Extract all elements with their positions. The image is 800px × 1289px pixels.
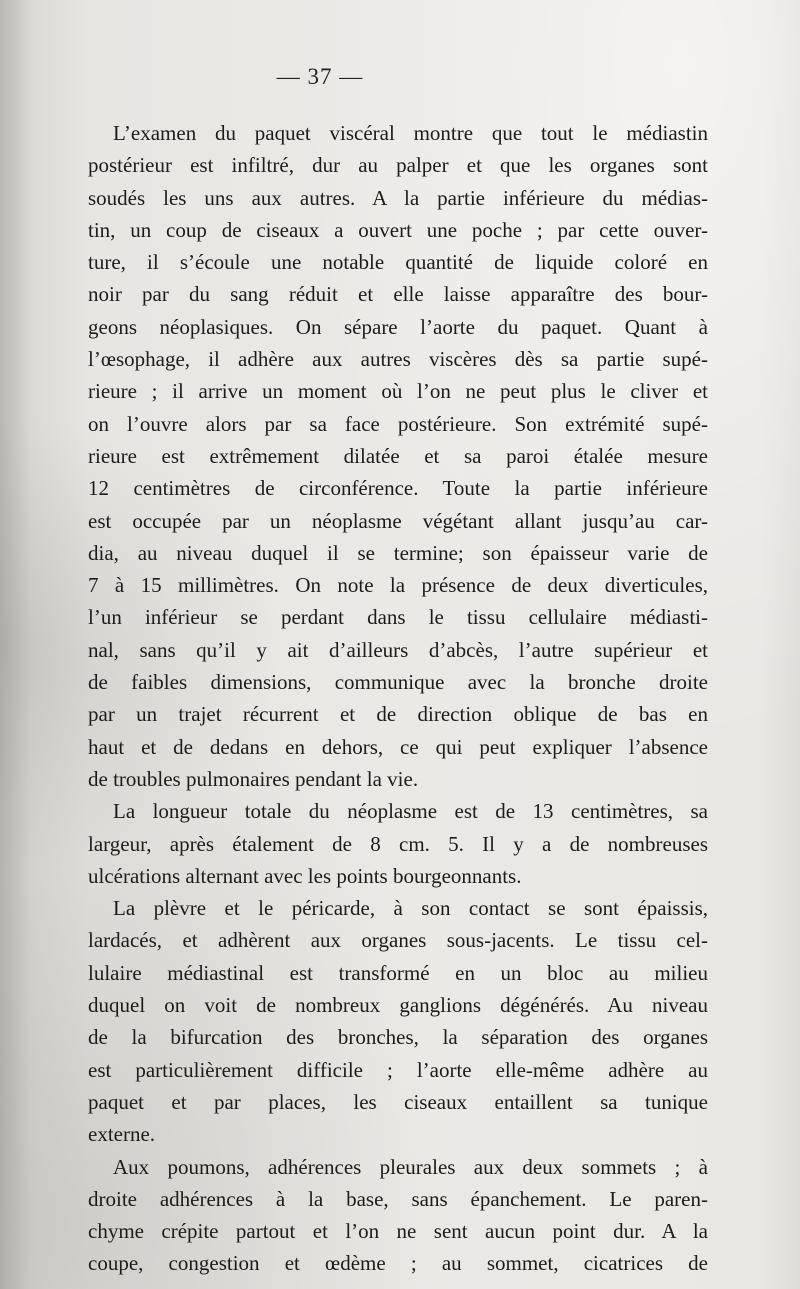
text-line: tin, un coup de ciseaux a ouvert une poche ; par cette ouver- <box>88 217 708 242</box>
binding-shadow <box>0 0 30 1289</box>
text-line: 7 à 15 millimètres. On note la présence de deux diverticules, <box>88 573 708 598</box>
text-line: La longueur totale du néoplasme est de 13 centimètres, sa <box>113 799 708 824</box>
text-line: externe. <box>88 1122 156 1147</box>
text-line: noir par du sang réduit et elle laisse apparaître des bour- <box>88 282 708 307</box>
text-line: ture, il s’écoule une notable quantité de liquide coloré en <box>88 250 708 275</box>
text-line: de troubles pulmonaires pendant la vie. <box>88 766 419 791</box>
text-line: par un trajet récurrent et de direction oblique de bas en <box>88 702 708 727</box>
text-line: postérieur est infiltré, dur au palper et que les organes sont <box>88 153 708 178</box>
text-line: chyme crépite partout et l’on ne sent aucun point dur. A la <box>88 1219 708 1244</box>
text-line: 12 centimètres de circonférence. Toute la partie inférieure <box>88 476 708 501</box>
text-line: l’œsophage, il adhère aux autres viscères dès sa partie supé- <box>88 347 708 372</box>
text-line: droite adhérences à la base, sans épanchement. Le paren- <box>88 1186 708 1211</box>
text-line: La plèvre et le péricarde, à son contact se sont épaissis, <box>113 896 708 921</box>
text-line: Aux poumons, adhérences pleurales aux deux sommets ; à <box>113 1154 708 1179</box>
text-line: ulcérations alternant avec les points bourgeonnants. <box>88 863 522 888</box>
text-line: haut et de dedans en dehors, ce qui peut expliquer l’absence <box>88 734 708 759</box>
text-line: on l’ouvre alors par sa face postérieure. Son extrémité supé- <box>88 411 708 436</box>
text-line: geons néoplasiques. On sépare l’aorte du paquet. Quant à <box>88 314 708 339</box>
body-text <box>88 117 708 1280</box>
text-line: dia, au niveau duquel il se termine; son épaisseur varie de <box>88 540 708 565</box>
text-line: coupe, congestion et œdème ; au sommet, cicatrices de <box>88 1251 708 1276</box>
text-line: lardacés, et adhèrent aux organes sous-jacents. Le tissu cel- <box>88 928 708 953</box>
text-line: paquet et par places, les ciseaux entaillent sa tunique <box>88 1089 708 1114</box>
text-line: de faibles dimensions, communique avec la bronche droite <box>88 670 708 695</box>
text-line: largeur, après étalement de 8 cm. 5. Il y a de nombreuses <box>88 831 708 856</box>
text-line: l’un inférieur se perdant dans le tissu cellulaire médiasti- <box>88 605 708 630</box>
text-line: est particulièrement difficile ; l’aorte elle-même adhère au <box>88 1057 708 1082</box>
page-number: — 37 — <box>276 64 364 89</box>
text-line: duquel on voit de nombreux ganglions dégénérés. Au niveau <box>88 993 708 1018</box>
text-line: rieure est extrêmement dilatée et sa paroi étalée mesure <box>88 443 708 468</box>
text-line: est occupée par un néoplasme végétant allant jusqu’au car- <box>88 508 708 533</box>
text-line: soudés les uns aux autres. A la partie inférieure du médias- <box>88 185 708 210</box>
text-line: de la bifurcation des bronches, la séparation des organes <box>88 1025 708 1050</box>
text-line: rieure ; il arrive un moment où l’on ne peut plus le cliver et <box>88 379 708 404</box>
text-line: L’examen du paquet viscéral montre que tout le médiastin <box>113 121 708 145</box>
text-line: lulaire médiastinal est transformé en un bloc au milieu <box>88 960 708 985</box>
text-line: nal, sans qu’il y ait d’ailleurs d’abcès, l’autre supérieur et <box>88 637 708 662</box>
